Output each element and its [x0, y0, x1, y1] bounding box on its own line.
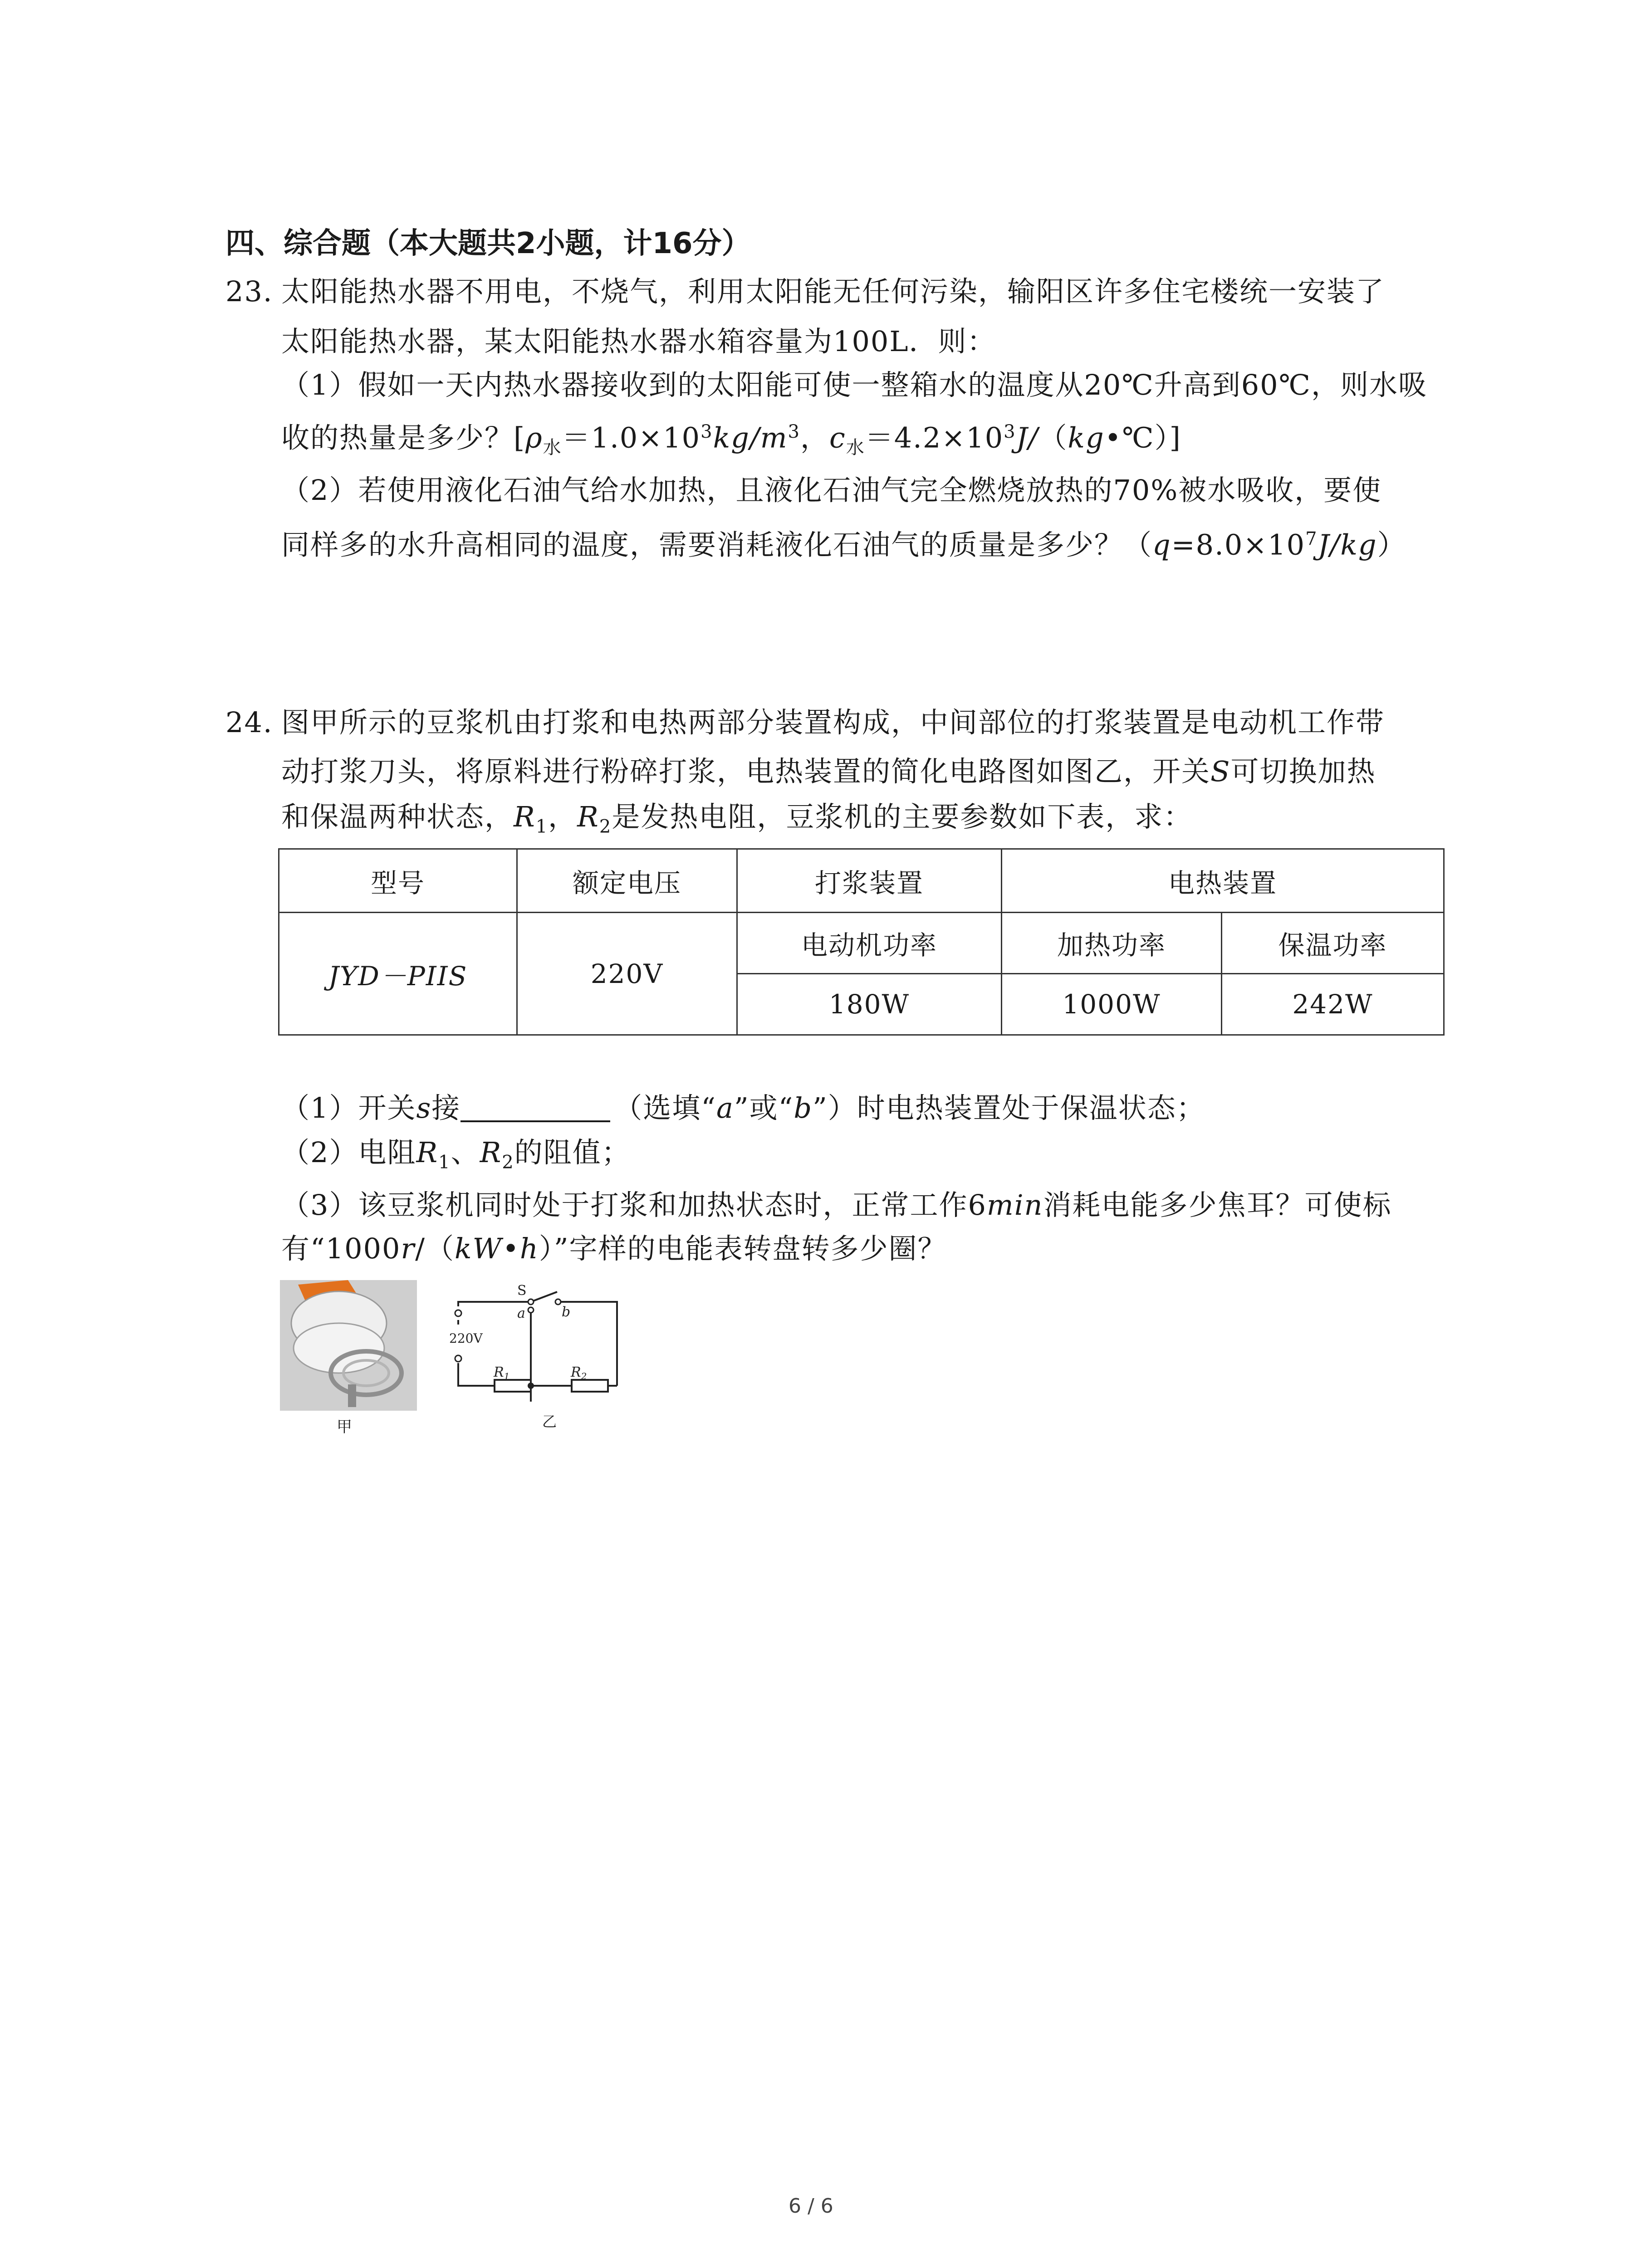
header-model: 型号: [279, 849, 517, 913]
q23-part1-line2: 收的热量是多少？[$\rho_水=1.0\times 10^3kg/m^3$，$c_水=4.2\times 10^3J/(kg•℃)$]: [281, 421, 1181, 459]
header-heat-device: 电热装置: [1002, 849, 1444, 913]
header-pulp-device: 打浆装置: [737, 849, 1002, 913]
q23-number: 23.: [225, 275, 273, 308]
header-motor-power: 电动机功率: [737, 913, 1002, 974]
circuit-diagram: [449, 1284, 622, 1433]
resistor-r2: [572, 1380, 608, 1392]
q24-sub2: （2）电阻$R_1$、$R_2$的阻值；: [281, 1136, 631, 1173]
caption-yi: 乙: [542, 1413, 557, 1430]
terminal-bottom: [455, 1355, 461, 1362]
parameter-table: [278, 848, 1445, 1036]
page-number: 6 / 6: [789, 2195, 833, 2218]
label-r1: $R_1$: [494, 1364, 510, 1382]
contact-b: [555, 1299, 561, 1305]
q24-number: 24.: [225, 706, 273, 739]
q23-part2-line1: （2）若使用液化石油气给水加热，且液化石油气完全燃烧放热的70%被水吸收，要使: [281, 474, 1382, 507]
soymilk-machine-illustration: [280, 1280, 417, 1411]
header-voltage: 额定电压: [517, 849, 737, 913]
value-motor-power: 180W: [737, 974, 1002, 1035]
header-keep-warm-power: 保温功率: [1222, 913, 1444, 974]
q24-sub1: （1）开关s接 （选填“a”或“b”）时电热装置处于保温状态；: [281, 1091, 1205, 1124]
resistor-r1: [495, 1380, 531, 1392]
q24-sub3-line2: 有“1000r/（kW•h）”字样的电能表转盘转多少圈？: [281, 1232, 947, 1265]
terminal-top: [455, 1310, 461, 1316]
switch-blade: [531, 1292, 557, 1302]
caption-jia: 甲: [337, 1418, 352, 1436]
q24-sub3-line1: （3）该豆浆机同时处于打浆和加热状态时，正常工作6min消耗电能多少焦耳？可使标: [281, 1188, 1392, 1222]
answer-blank[interactable]: [460, 1095, 610, 1122]
label-b: b: [562, 1304, 571, 1320]
value-model: JYD－PIIS: [279, 913, 517, 1035]
q23-line1: 太阳能热水器不用电，不烧气，利用太阳能无任何污染，输阳区许多住宅楼统一安装了: [281, 275, 1385, 308]
label-s: S: [517, 1284, 527, 1299]
junction-dot: [528, 1383, 534, 1389]
header-heating-power: 加热功率: [1002, 913, 1222, 974]
wire-bottom-left: [458, 1363, 495, 1386]
value-voltage: 220V: [517, 913, 737, 1035]
section-heading: 四、综合题（本大题共2小题，计16分）: [225, 227, 751, 260]
contact-a: [528, 1307, 534, 1313]
q24-line2: 动打浆刀头，将原料进行粉碎打浆，电热装置的简化电路图如图乙，开关S可切换加热: [281, 755, 1376, 788]
value-keep-warm-power: 242W: [1222, 974, 1444, 1035]
q24-line3: 和保温两种状态，$R_1$，$R_2$是发热电阻，豆浆机的主要参数如下表，求：: [281, 800, 1193, 837]
value-heating-power: 1000W: [1002, 974, 1222, 1035]
label-r2: $R_2$: [571, 1364, 587, 1382]
q23-line2: 太阳能热水器，某太阳能热水器水箱容量为100L．则：: [281, 325, 996, 358]
switch-pivot: [528, 1299, 534, 1305]
label-voltage: 220V: [449, 1331, 483, 1346]
q23-part1-line1: （1）假如一天内热水器接收到的太阳能可使一整箱水的温度从20℃升高到60℃，则水吸: [281, 368, 1427, 401]
q23-part2-line2: 同样多的水升高相同的温度，需要消耗液化石油气的质量是多少？$(q=8.0\times 10^7J/kg)$: [281, 528, 1406, 562]
soymilk-machine-photo: [280, 1280, 417, 1411]
q24-line1: 图甲所示的豆浆机由打浆和电热两部分装置构成，中间部位的打浆装置是电动机工作带: [281, 706, 1385, 739]
label-a: a: [517, 1305, 525, 1321]
